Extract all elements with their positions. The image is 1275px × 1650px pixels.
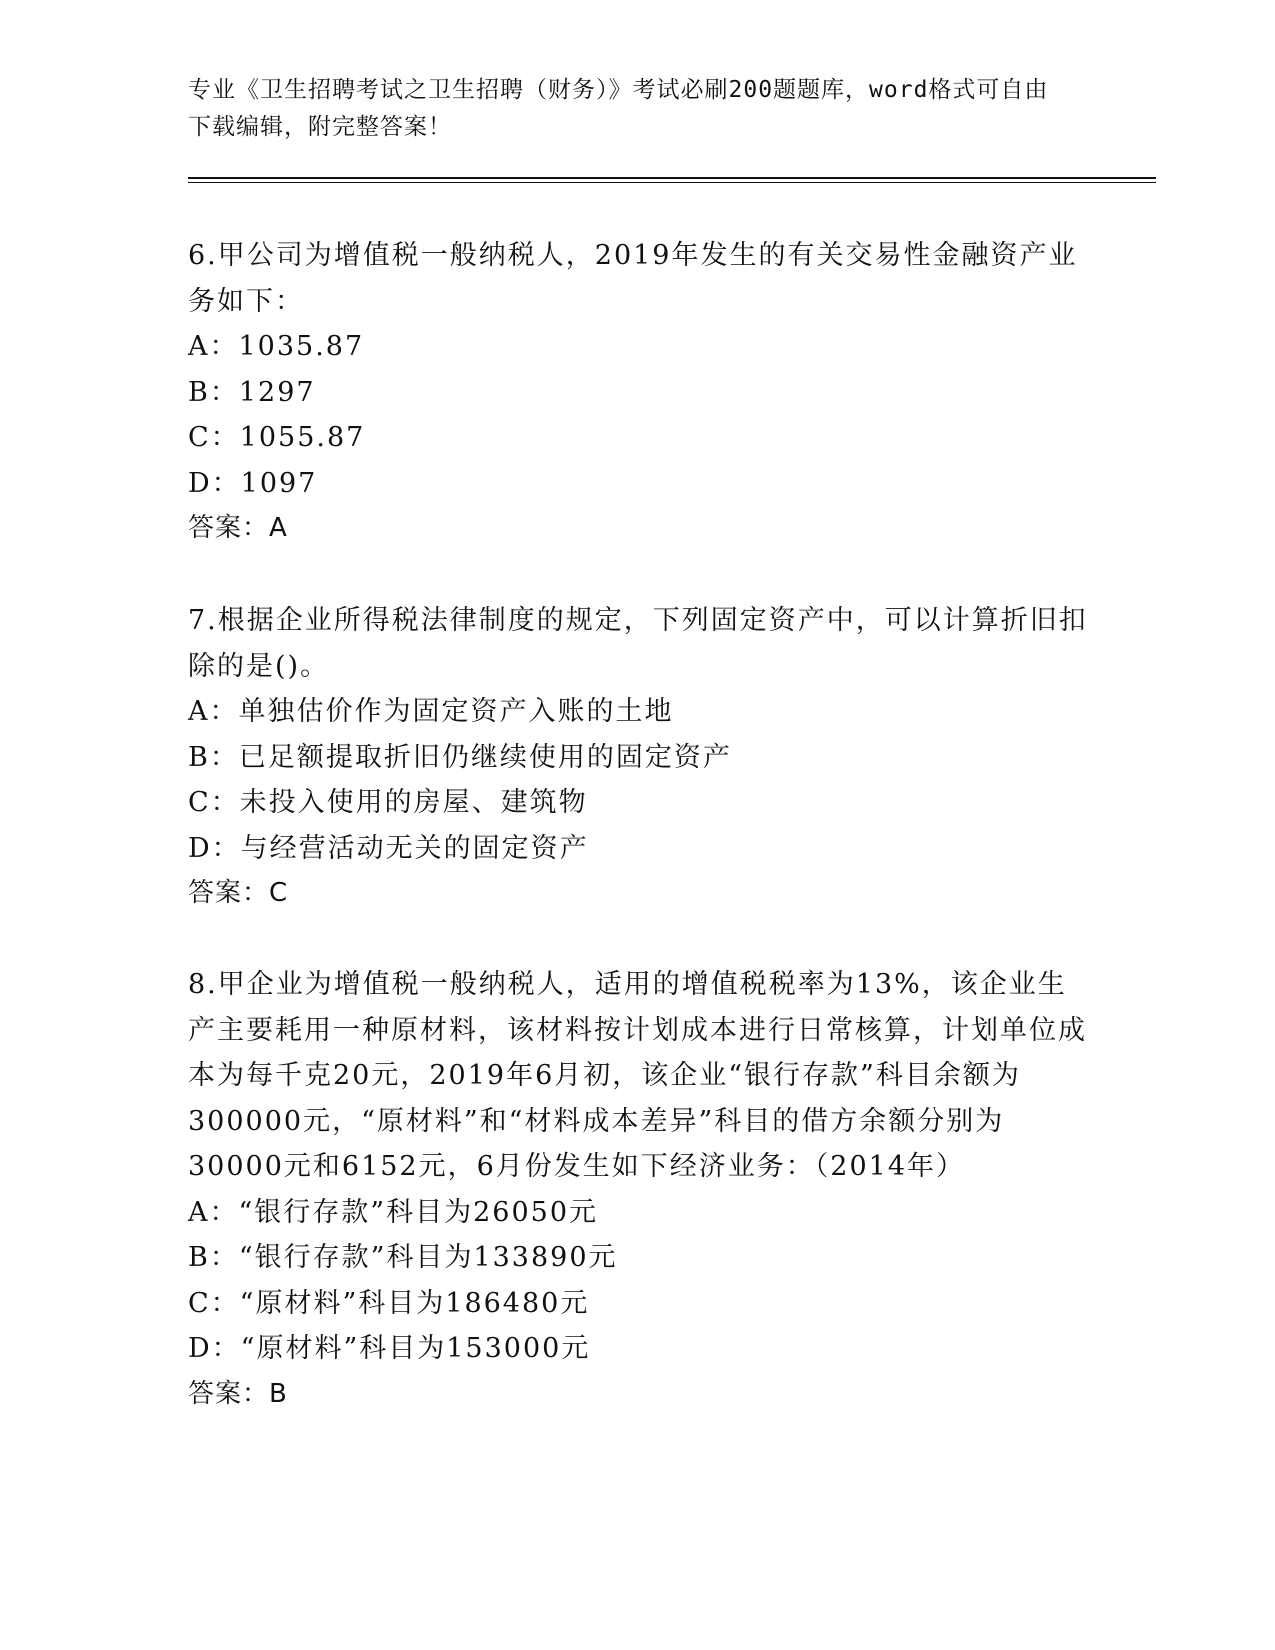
option-a: A：单独估价作为固定资产入账的土地 bbox=[188, 696, 674, 727]
option-b: B：已足额提取折旧仍继续使用的固定资产 bbox=[188, 741, 732, 773]
header-divider-thin bbox=[188, 182, 1156, 183]
option-a: A：“银行存款”科目为26050元 bbox=[188, 1196, 598, 1228]
option-a: A：1035.87 bbox=[188, 331, 365, 362]
question-stem: 7.根据企业所得税法律制度的规定，下列固定资产中，可以计算折旧扣除的是()。 bbox=[188, 605, 1088, 682]
option-b: B：1297 bbox=[188, 376, 316, 408]
header-divider bbox=[188, 177, 1156, 179]
option-c: C：“原材料”科目为186480元 bbox=[188, 1287, 590, 1319]
option-d: D：“原材料”科目为153000元 bbox=[188, 1333, 591, 1364]
question-6 bbox=[188, 233, 1088, 552]
question-7 bbox=[188, 598, 1088, 917]
answer: 答案：C bbox=[188, 878, 289, 908]
answer: 答案：B bbox=[188, 1378, 288, 1409]
question-stem: 8.甲企业为增值税一般纳税人，适用的增值税税率为13%，该企业生产主要耗用一种原材料，该材料按计划成本进行日常核算，计划单位成本为每千克20元，2019年6月初，该企业“银行存款”科目余额为300000元，“原材料”和“材料成本差异”科目的借方余额分别为30000元和6152元，6月份发生如下经济业务：（2014年） bbox=[188, 969, 1087, 1182]
option-c: C：未投入使用的房屋、建筑物 bbox=[188, 787, 588, 818]
question-8 bbox=[188, 962, 1088, 1417]
option-b: B：“银行存款”科目为133890元 bbox=[188, 1242, 618, 1273]
option-d: D：1097 bbox=[188, 467, 318, 499]
question-stem: 6.甲公司为增值税一般纳税人，2019年发生的有关交易性金融资产业务如下： bbox=[188, 240, 1078, 317]
option-c: C：1055.87 bbox=[188, 422, 366, 453]
option-d: D：与经营活动无关的固定资产 bbox=[188, 832, 589, 864]
document-header: 专业《卫生招聘考试之卫生招聘（财务）》考试必刷200题题库，word格式可自由下载编辑，附完整答案！ bbox=[188, 77, 1049, 140]
answer: 答案：A bbox=[188, 513, 288, 543]
